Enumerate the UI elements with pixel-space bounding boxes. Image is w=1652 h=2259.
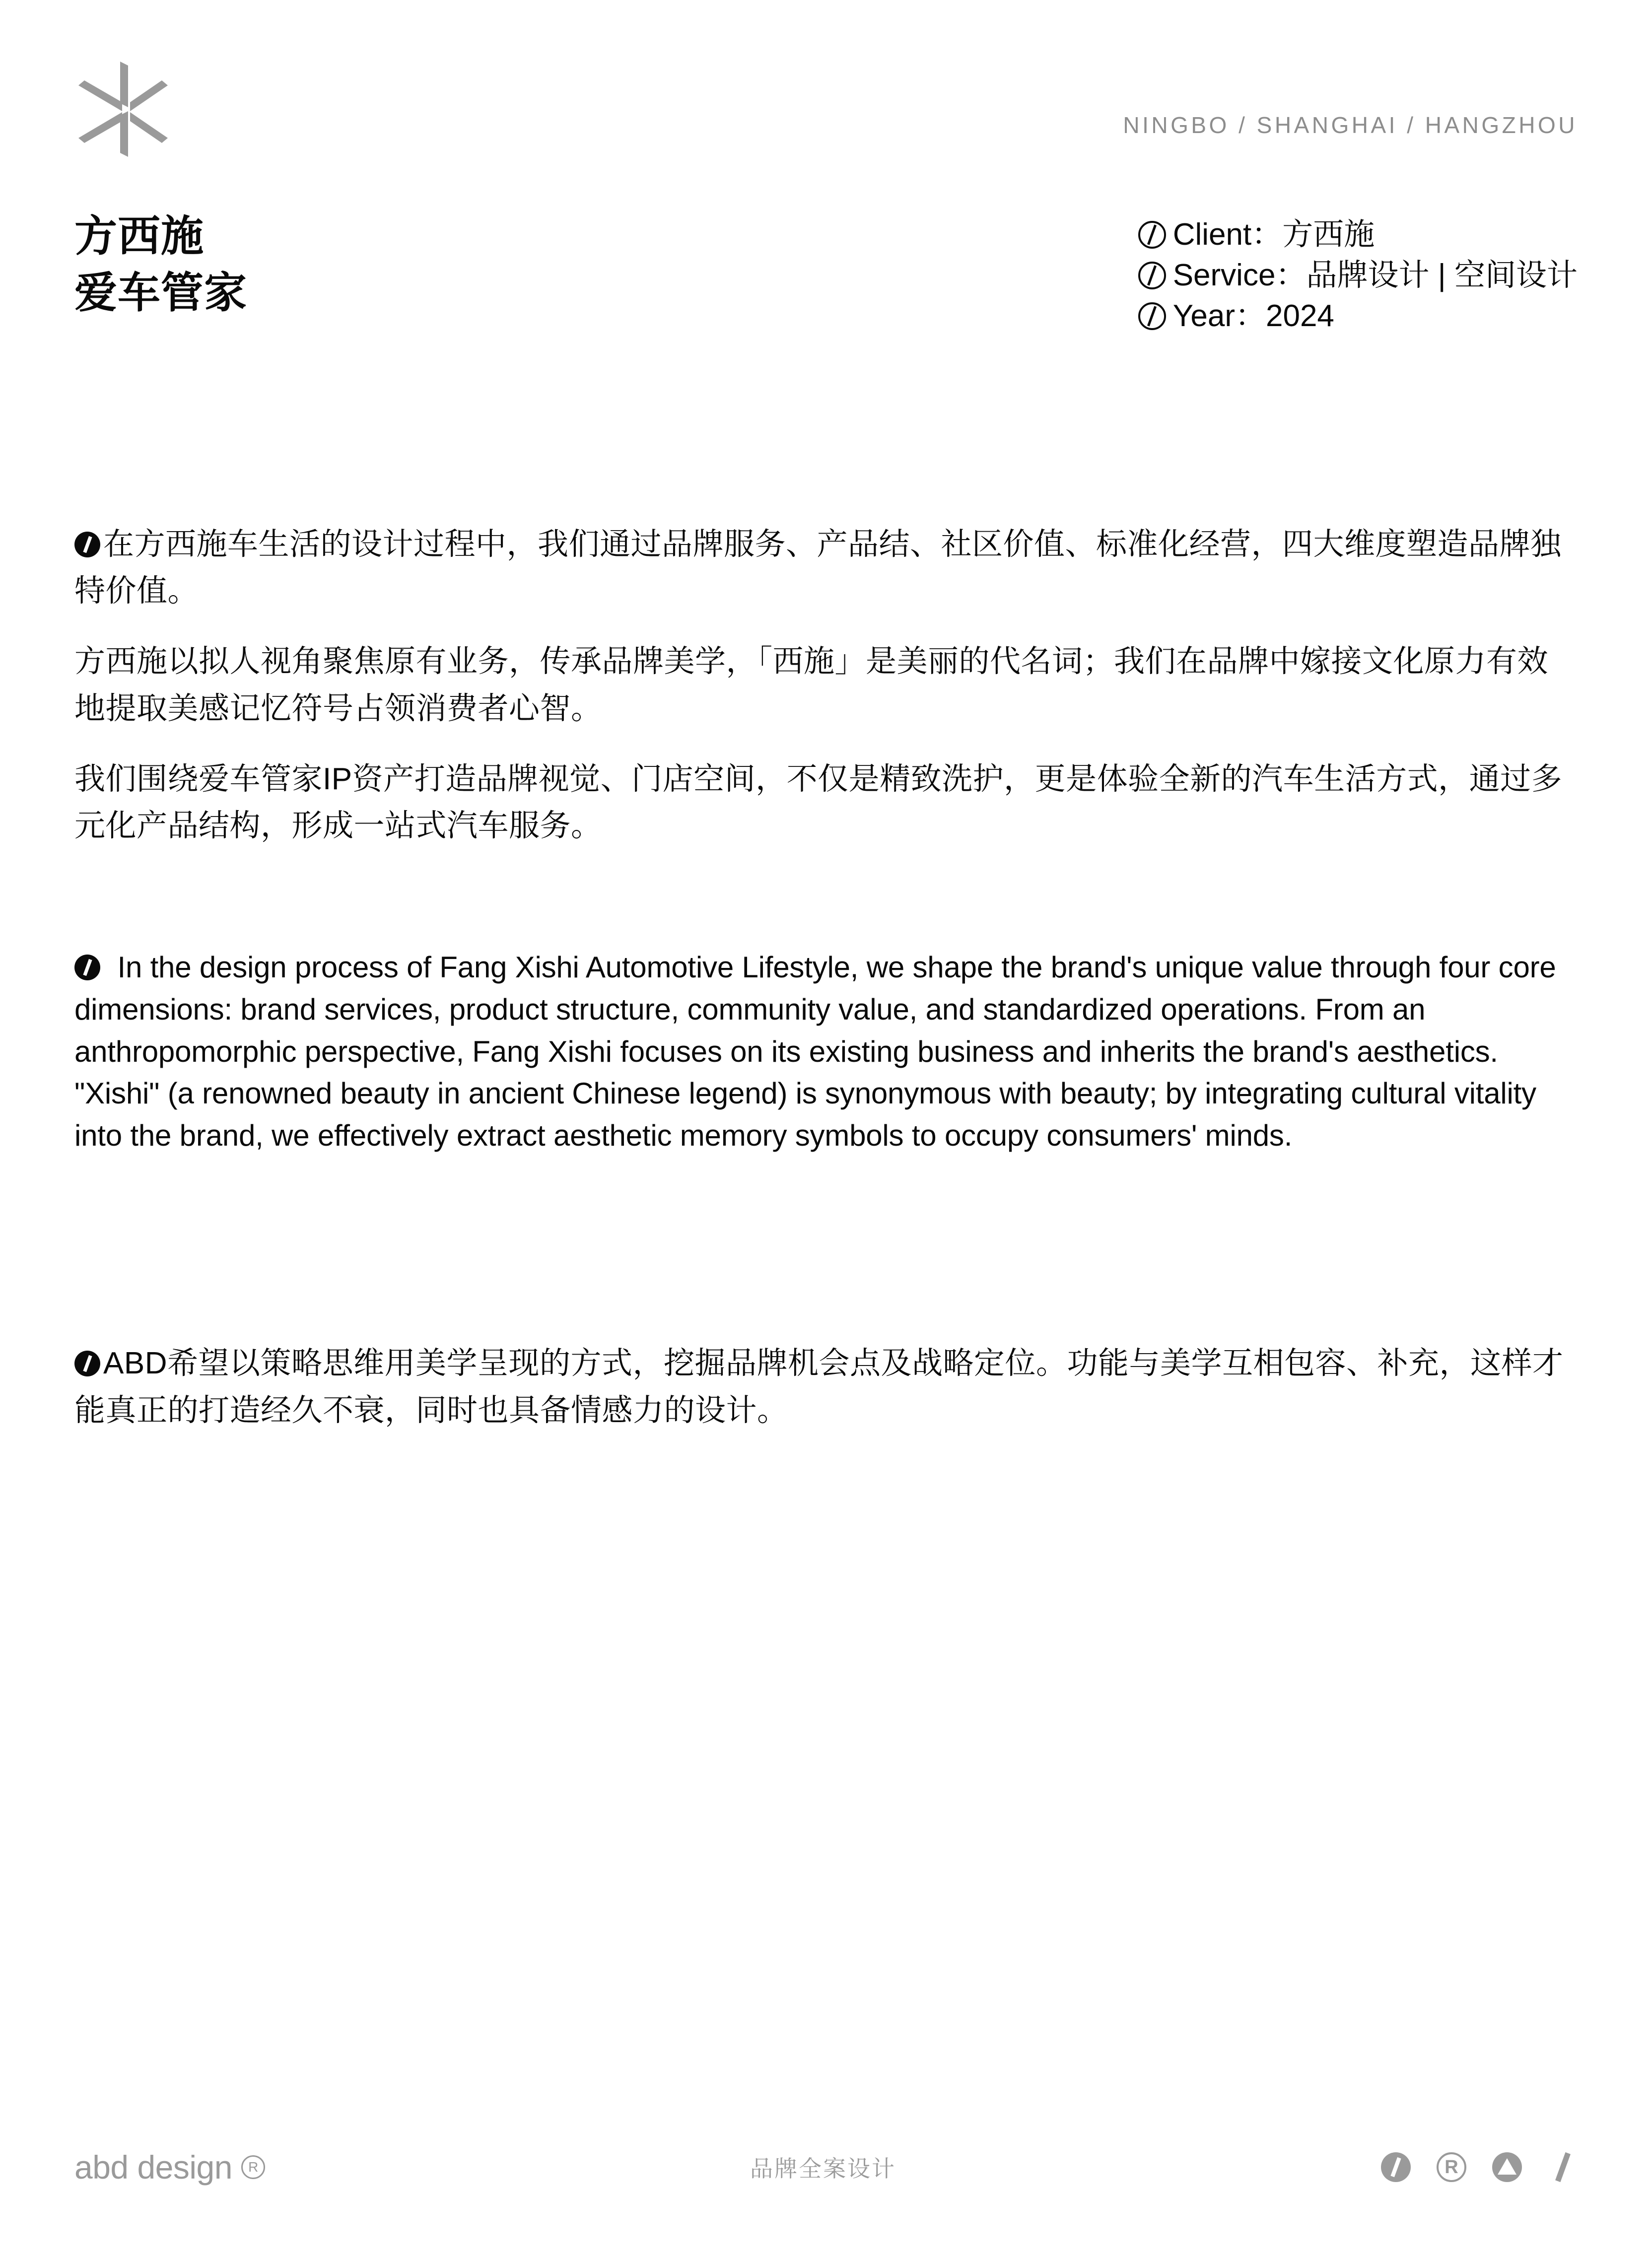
english-paragraph: [74, 947, 1578, 1157]
english-description-block: [74, 947, 1578, 1157]
registered-icon: [241, 2155, 265, 2179]
english-paragraph-text: In the design process of Fang Xishi Automotive Lifestyle, we shape the brand's unique value through four core dimensions: brand services, product structure, community value, and standardized operations. From an anthropomorphic perspective, Fang Xishi focuses on its existing business and inherits the brand's aesthetics. "Xishi" (a renowned beauty in ancient Chinese legend) is synonymous with beauty; by integrating cultural vitality into the brand, we effectively extract aesthetic memory symbols to occupy consumers' minds.: [74, 951, 1556, 1152]
meta-service-text: Service：品牌设计 | 空间设计: [1172, 258, 1578, 292]
page-title: [74, 208, 247, 321]
circle-slash-bullet-icon: [74, 1351, 100, 1376]
chinese-paragraph-1-text: 在方西施车生活的设计过程中，我们通过品牌服务、产品结、社区价值、标准化经营，四大维度塑造品牌独特价值。: [74, 527, 1562, 609]
chinese-paragraph-2: 方西施以拟人视角聚焦原有业务，传承品牌美学，「西施」是美丽的代名词；我们在品牌中嫁接文化原力有效地提取美感记忆符号占领消费者心智。: [74, 644, 1549, 726]
meta-client-text: Client：方西施: [1172, 217, 1375, 252]
chinese-paragraph-1: [74, 521, 1578, 615]
slash-icon: [1548, 2152, 1578, 2182]
project-meta-block: [1138, 214, 1578, 336]
footer-logo-text: abd design: [74, 2149, 232, 2186]
document-body: [74, 521, 1578, 1434]
meta-year-text: Year：2024: [1172, 298, 1334, 333]
circle-slash-bullet-icon: [74, 955, 100, 980]
registered-icon-glyph: R: [1445, 2157, 1458, 2178]
registered-icon: [1437, 2152, 1466, 2182]
page-title-line-2: 爱车管家: [74, 269, 247, 317]
meta-row-year: [1138, 296, 1578, 337]
circle-slash-icon: [1138, 221, 1166, 249]
page-header: [74, 0, 1578, 208]
circle-slash-bullet-icon: [74, 532, 100, 557]
chinese-closing-text: ABD希望以策略思维用美学呈现的方式，挖掘品牌机会点及战略定位。功能与美学互相包容、补充，这样才能真正的打造经久不衰，同时也具备情感力的设计。: [74, 1346, 1564, 1428]
meta-row-service: [1138, 255, 1578, 296]
page-footer: [74, 2140, 1578, 2194]
circle-slash-icon: [1138, 302, 1166, 330]
chinese-paragraph-3: 我们围绕爱车管家IP资产打造品牌视觉、门店空间，不仅是精致洗护，更是体验全新的汽车生活方式，通过多元化产品结构，形成一站式汽车服务。: [74, 761, 1563, 843]
office-cities: NINGBO / SHANGHAI / HANGZHOU: [1123, 112, 1578, 138]
registered-icon-glyph: R: [248, 2159, 258, 2175]
footer-icon-group: [1381, 2152, 1578, 2182]
circle-slash-icon: [1138, 262, 1166, 289]
meta-row-client: [1138, 214, 1578, 255]
title-and-meta-row: [74, 208, 1578, 372]
circle-triangle-icon: [1492, 2152, 1522, 2182]
asterisk-brandmark-icon: [74, 60, 174, 159]
chinese-closing-paragraph: [74, 1340, 1578, 1434]
footer-logo: [74, 2148, 265, 2186]
page-title-line-1: 方西施: [74, 212, 204, 260]
circle-slash-icon: [1381, 2152, 1411, 2182]
chinese-closing-block: [74, 1340, 1578, 1434]
footer-tagline: 品牌全案设计: [750, 2156, 896, 2182]
chinese-description-block: [74, 521, 1578, 849]
